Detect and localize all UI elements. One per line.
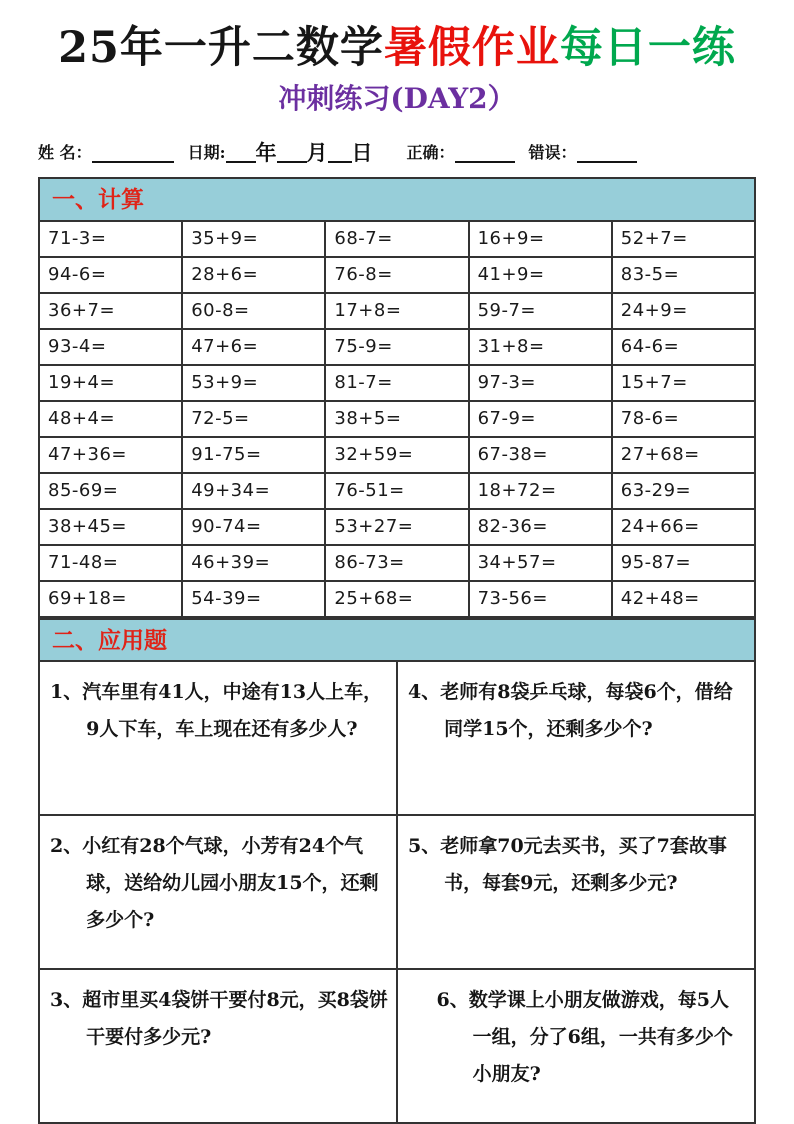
word-problem-cell	[397, 969, 755, 1123]
calc-problem-cell: 85-69=	[39, 473, 182, 509]
word-problem-cell	[39, 969, 397, 1123]
name-label: 姓 名：	[38, 143, 92, 163]
calc-row	[39, 581, 755, 617]
title-part-black: 25年一升二数学	[58, 23, 384, 73]
month-blank	[277, 143, 307, 163]
calc-problem-cell: 60-8=	[182, 293, 325, 329]
date-label: 日期:	[187, 143, 226, 163]
calc-problem-cell: 90-74=	[182, 509, 325, 545]
calc-problem-cell: 67-9=	[469, 401, 612, 437]
calc-problem-cell: 16+9=	[469, 221, 612, 257]
calc-problem-cell: 93-4=	[39, 329, 182, 365]
calc-problem-cell: 47+6=	[182, 329, 325, 365]
calc-problem-cell: 72-5=	[182, 401, 325, 437]
calc-problem-cell: 38+45=	[39, 509, 182, 545]
section-1-title: 一、计算	[52, 186, 144, 214]
calc-problem-cell: 24+9=	[612, 293, 755, 329]
calc-problem-cell: 67-38=	[469, 437, 612, 473]
word-problem-text: 6、数学课上小朋友做游戏，每5人一组，分了6组，一共有多少个小朋友?	[436, 989, 733, 1086]
word-problem-text: 4、老师有8袋乒乓球，每袋6个，借给同学15个，还剩多少个?	[408, 681, 733, 741]
title-part-green: 每日一练	[559, 23, 736, 73]
word-problem-cell	[39, 815, 397, 969]
calc-problem-cell: 46+39=	[182, 545, 325, 581]
calc-row	[39, 509, 755, 545]
year-blank	[226, 143, 256, 163]
calc-problem-cell: 97-3=	[469, 365, 612, 401]
word-problem-text: 1、汽车里有41人，中途有13人上车，9人下车，车上现在还有多少人?	[50, 681, 383, 741]
calc-problem-cell: 48+4=	[39, 401, 182, 437]
calc-problem-cell: 18+72=	[469, 473, 612, 509]
calc-row	[39, 329, 755, 365]
calc-problem-cell: 75-9=	[325, 329, 468, 365]
word-problem-text: 5、老师拿70元去买书，买了7套故事书，每套9元，还剩多少元?	[408, 835, 727, 895]
day-label: 日	[351, 140, 373, 166]
calc-problem-cell: 68-7=	[325, 221, 468, 257]
word-problem-cell	[397, 815, 755, 969]
calc-problem-cell: 71-48=	[39, 545, 182, 581]
wrong-label: 错误：	[528, 143, 577, 163]
calc-problem-cell: 91-75=	[182, 437, 325, 473]
word-problem-row	[39, 661, 755, 815]
calc-problem-cell: 49+34=	[182, 473, 325, 509]
calc-problem-cell: 41+9=	[469, 257, 612, 293]
calc-problem-cell: 34+57=	[469, 545, 612, 581]
word-problem-row	[39, 969, 755, 1123]
calc-problem-cell: 31+8=	[469, 329, 612, 365]
calc-row	[39, 545, 755, 581]
calc-problem-cell: 19+4=	[39, 365, 182, 401]
calc-problem-cell: 24+66=	[612, 509, 755, 545]
calc-problem-cell: 28+6=	[182, 257, 325, 293]
name-blank	[92, 143, 174, 163]
calc-problem-cell: 95-87=	[612, 545, 755, 581]
calc-problem-cell: 82-36=	[469, 509, 612, 545]
section-2-header	[38, 618, 756, 660]
calc-problem-cell: 52+7=	[612, 221, 755, 257]
calc-row	[39, 293, 755, 329]
title-part-red: 暑假作业	[383, 23, 560, 73]
calc-problem-cell: 83-5=	[612, 257, 755, 293]
calc-problem-cell: 69+18=	[39, 581, 182, 617]
calc-problem-cell: 71-3=	[39, 221, 182, 257]
calc-table-body	[39, 221, 755, 617]
word-table-body	[39, 661, 755, 1123]
word-problem-row	[39, 815, 755, 969]
correct-blank	[455, 143, 515, 163]
calc-problem-cell: 36+7=	[39, 293, 182, 329]
calc-row	[39, 365, 755, 401]
wrong-blank	[577, 143, 637, 163]
calc-row	[39, 401, 755, 437]
calc-problem-cell: 81-7=	[325, 365, 468, 401]
calc-problem-cell: 64-6=	[612, 329, 755, 365]
word-problem-cell	[397, 661, 755, 815]
calc-problem-cell: 78-6=	[612, 401, 755, 437]
calc-row	[39, 437, 755, 473]
page-title	[38, 22, 756, 76]
calc-problem-cell: 42+48=	[612, 581, 755, 617]
word-problems-table	[38, 660, 756, 1124]
section-2-title: 二、应用题	[52, 626, 167, 654]
calc-problem-cell: 94-6=	[39, 257, 182, 293]
year-label: 年	[255, 140, 277, 166]
calc-row	[39, 257, 755, 293]
calc-problem-cell: 15+7=	[612, 365, 755, 401]
info-line	[38, 137, 756, 166]
calc-row	[39, 221, 755, 257]
calc-problem-cell: 76-8=	[325, 257, 468, 293]
section-1-header	[38, 177, 756, 219]
calc-problem-cell: 32+59=	[325, 437, 468, 473]
correct-label: 正确：	[406, 143, 455, 163]
month-label: 月	[306, 140, 328, 166]
calc-problem-cell: 53+27=	[325, 509, 468, 545]
calc-problem-cell: 54-39=	[182, 581, 325, 617]
word-problem-cell	[39, 661, 397, 815]
calc-problem-cell: 17+8=	[325, 293, 468, 329]
day-blank	[328, 143, 352, 163]
page-subtitle: 冲刺练习(DAY2）	[278, 81, 516, 115]
calc-problem-cell: 35+9=	[182, 221, 325, 257]
calc-problem-cell: 25+68=	[325, 581, 468, 617]
calc-problem-cell: 53+9=	[182, 365, 325, 401]
calc-problem-cell: 38+5=	[325, 401, 468, 437]
calc-problem-cell: 59-7=	[469, 293, 612, 329]
calc-table	[38, 220, 756, 618]
calc-row	[39, 473, 755, 509]
word-problem-text: 3、超市里买4袋饼干要付8元，买8袋饼干要付多少元?	[50, 989, 388, 1049]
word-problem-text: 2、小红有28个气球，小芳有24个气球，送给幼儿园小朋友15个，还剩多少个?	[50, 835, 379, 932]
calc-problem-cell: 86-73=	[325, 545, 468, 581]
calc-problem-cell: 76-51=	[325, 473, 468, 509]
calc-problem-cell: 27+68=	[612, 437, 755, 473]
calc-problem-cell: 63-29=	[612, 473, 755, 509]
calc-problem-cell: 47+36=	[39, 437, 182, 473]
calc-problem-cell: 73-56=	[469, 581, 612, 617]
